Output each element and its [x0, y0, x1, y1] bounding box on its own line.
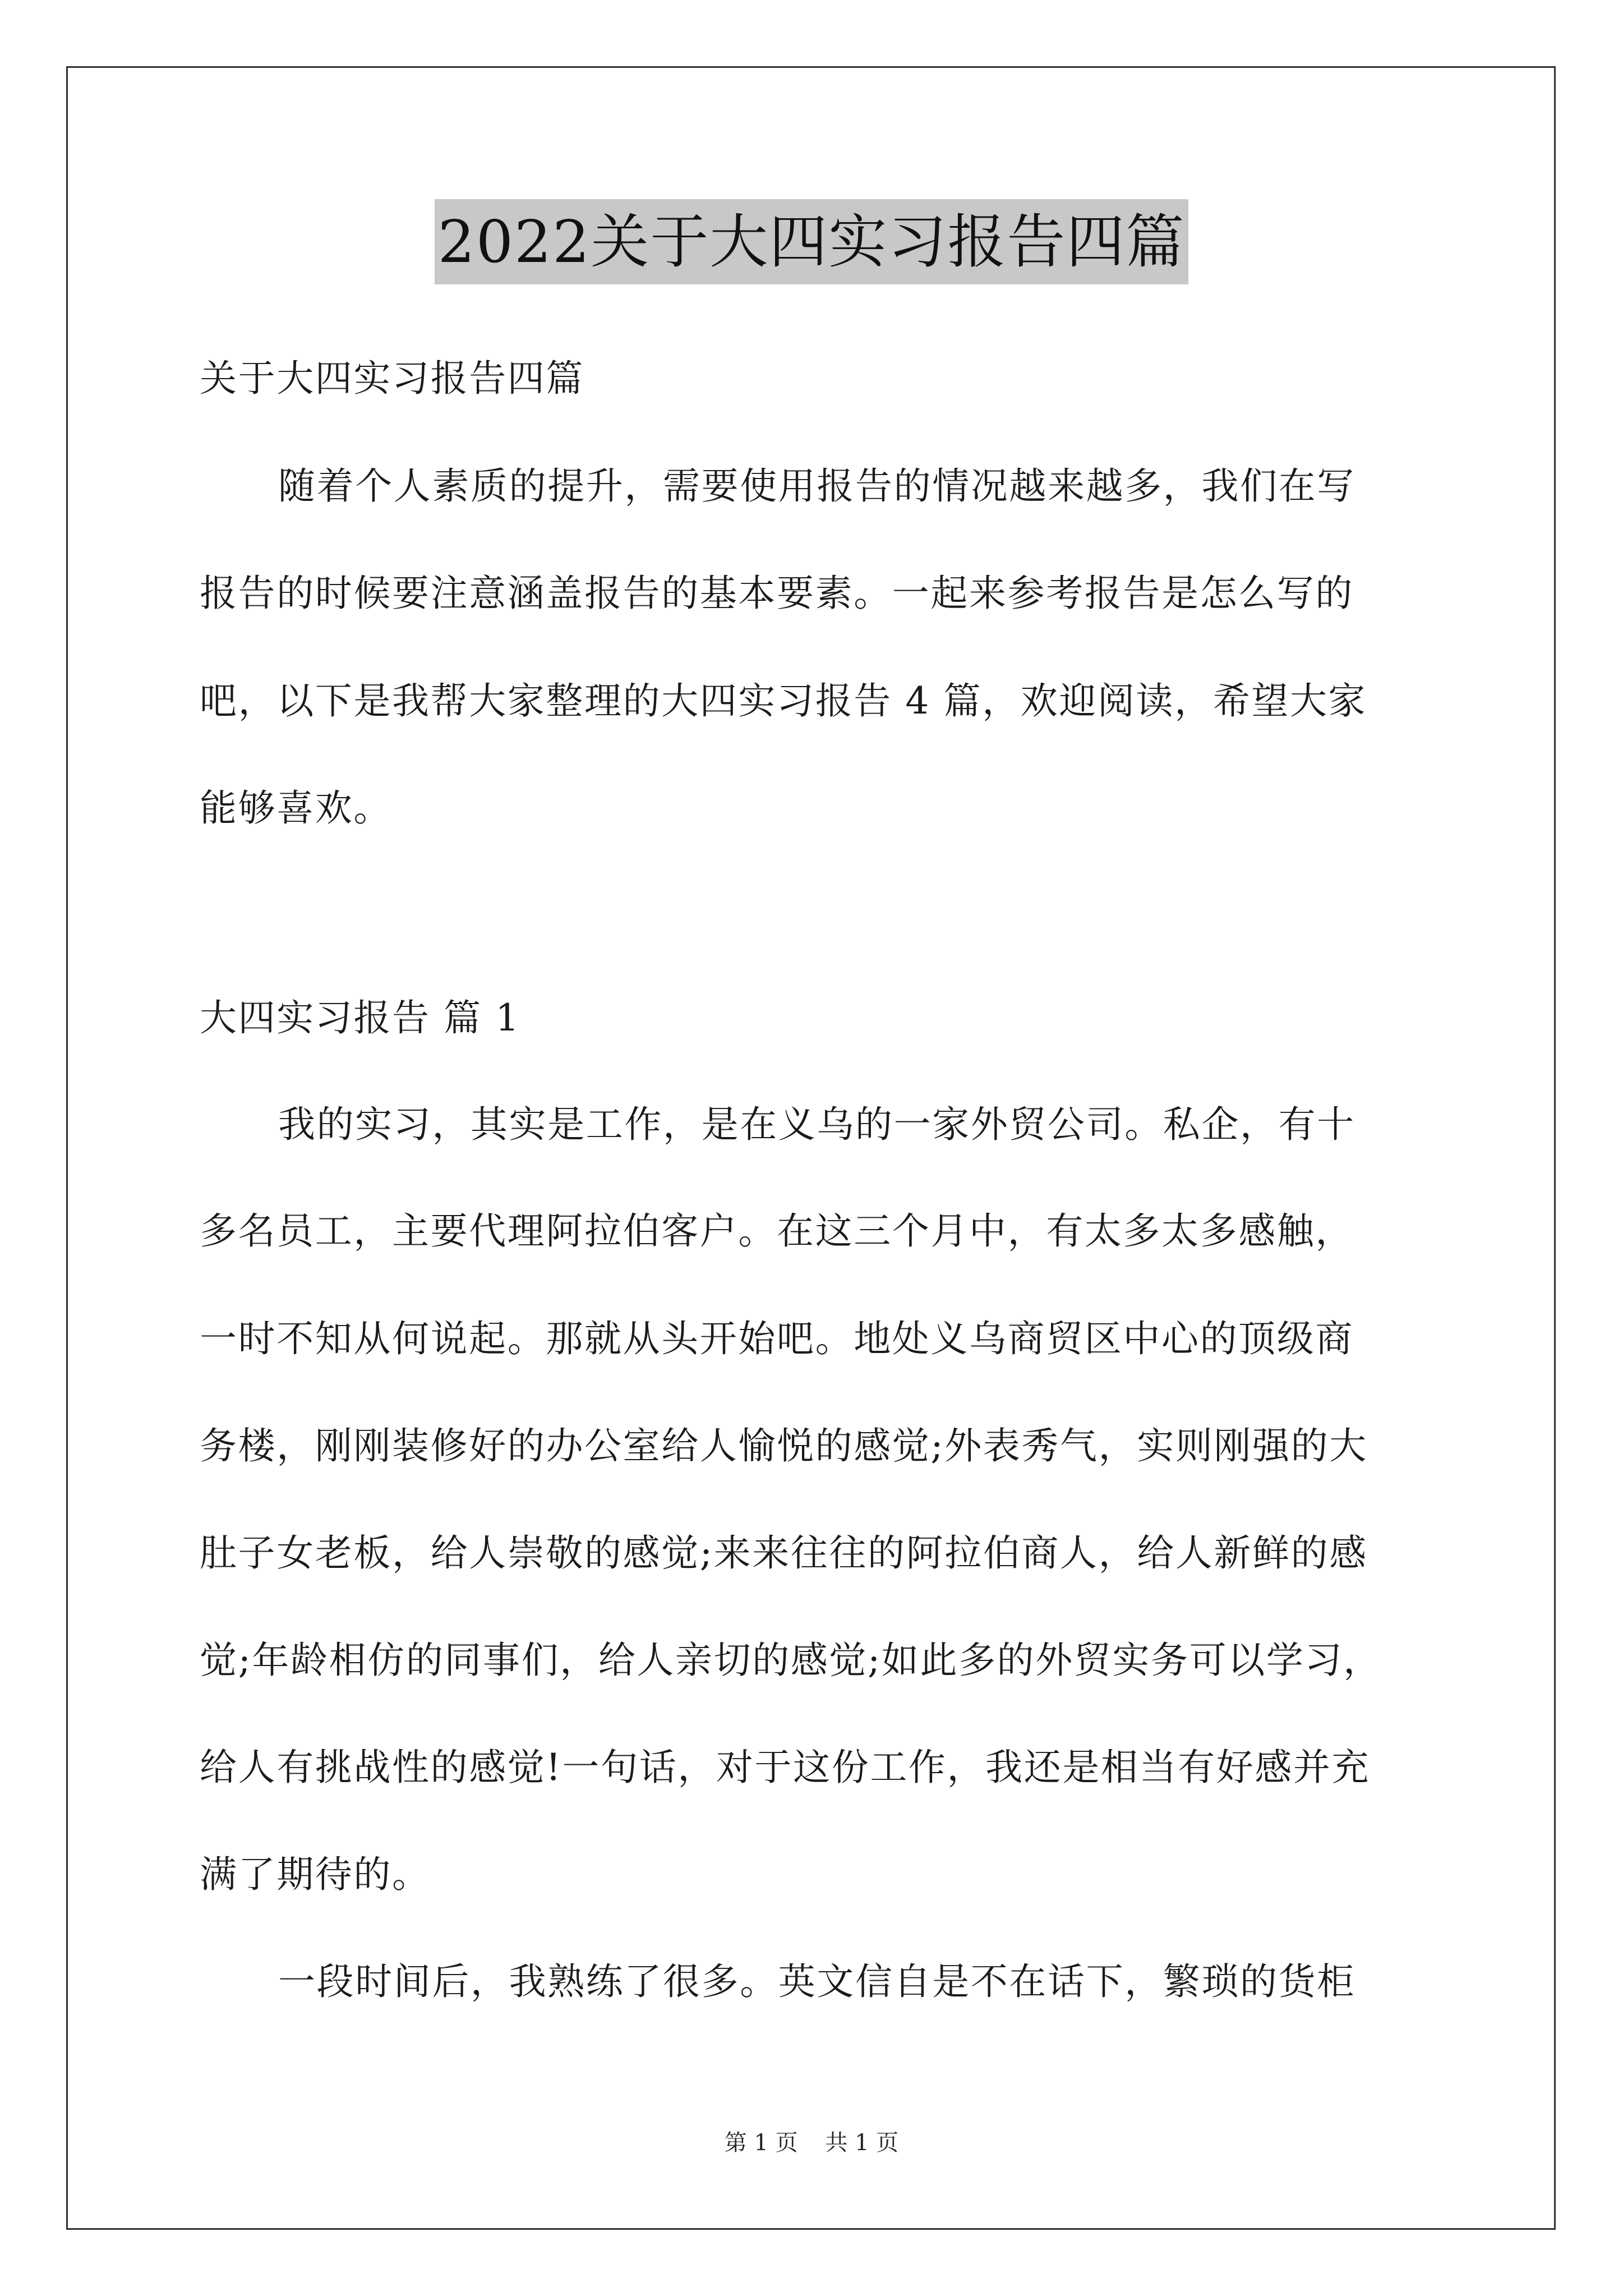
intro-line: 能够喜欢。 [200, 786, 392, 830]
page-footer [0, 2129, 1623, 2157]
intro-line: 随着个人素质的提升，需要使用报告的情况越来越多，我们在写 [278, 464, 1355, 508]
paragraph-line: 务楼，刚刚装修好的办公室给人愉悦的感觉;外表秀气，实则刚强的大 [200, 1424, 1368, 1467]
page-title: 2022关于大四实习报告四篇 [435, 199, 1189, 284]
paragraph-line: 一时不知从何说起。那就从头开始吧。地处义乌商贸区中心的顶级商 [200, 1317, 1354, 1360]
paragraph-line: 肚子女老板，给人崇敬的感觉;来来往往的阿拉伯商人，给人新鲜的感 [200, 1531, 1368, 1575]
section-heading: 大四实习报告 篇 1 [200, 996, 520, 1039]
intro-line: 吧，以下是我帮大家整理的大四实习报告 4 篇，欢迎阅读，希望大家 [200, 679, 1367, 723]
intro-line: 报告的时候要注意涵盖报告的基本要素。一起来参考报告是怎么写的 [200, 572, 1354, 615]
paragraph-line: 觉;年龄相仿的同事们，给人亲切的感觉;如此多的外贸实务可以学习， [200, 1639, 1382, 1682]
paragraph-line: 我的实习，其实是工作，是在义乌的一家外贸公司。私企，有十 [278, 1103, 1355, 1146]
page-total: 共 1 页 [825, 2130, 899, 2156]
title-container [0, 199, 1623, 284]
paragraph-line: 一段时间后，我熟练了很多。英文信自是不在话下，繁琐的货柜 [278, 1960, 1355, 2003]
page-number: 第 1 页 [724, 2130, 798, 2156]
paragraph-line: 给人有挑战性的感觉!一句话，对于这份工作，我还是相当有好感并充 [200, 1746, 1371, 1789]
paragraph-line: 多名员工，主要代理阿拉伯客户。在这三个月中，有太多太多感触， [200, 1209, 1354, 1253]
subtitle: 关于大四实习报告四篇 [200, 357, 584, 400]
paragraph-line: 满了期待的。 [200, 1853, 431, 1896]
